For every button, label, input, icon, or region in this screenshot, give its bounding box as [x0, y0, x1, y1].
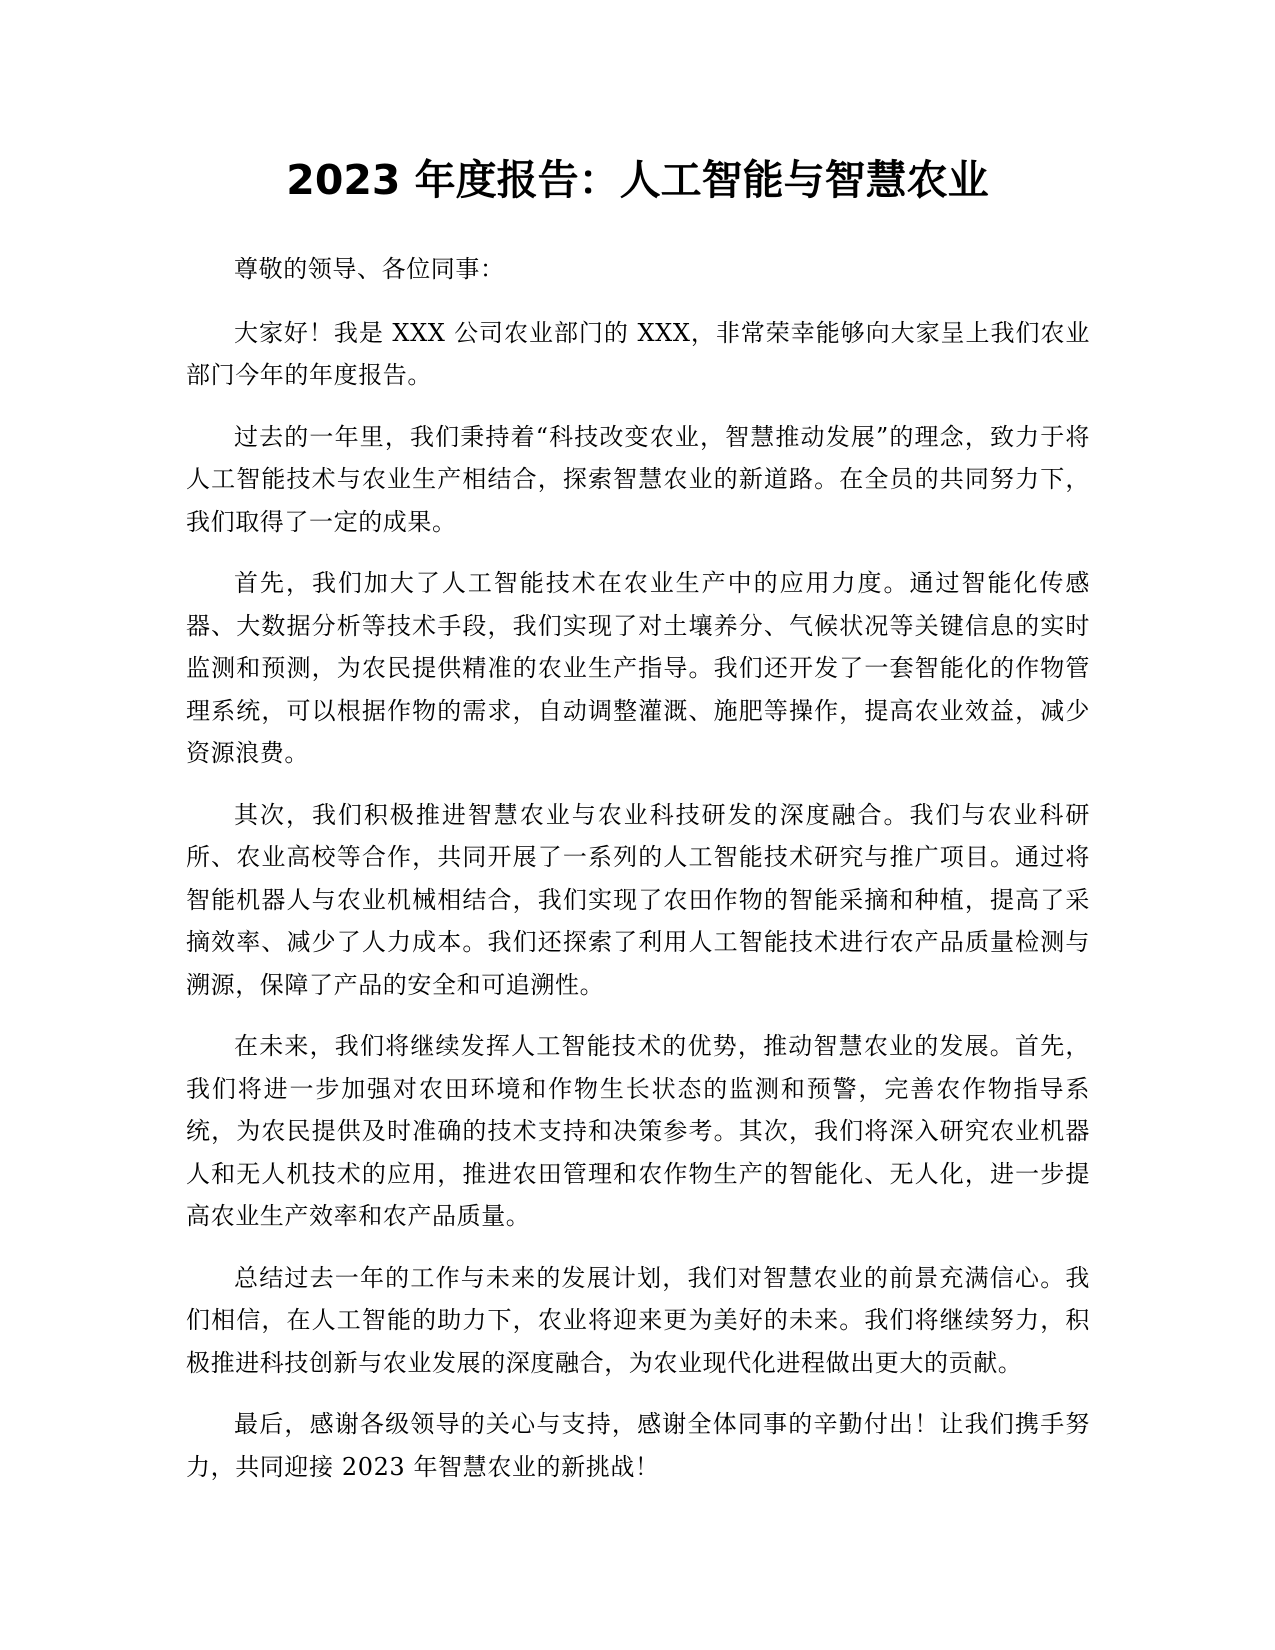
paragraph-first: 首先，我们加大了人工智能技术在农业生产中的应用力度。通过智能化传感器、大数据分析等技术手段，我们实现了对土壤养分、气候状况等关键信息的实时监测和预测，为农民提供精准的农业生产指导。我们还开发了一套智能化的作物管理系统，可以根据作物的需求，自动调整灌溉、施肥等操作，提高农业效益，减少资源浪费。 — [186, 569, 1090, 767]
paragraph-second: 其次，我们积极推进智慧农业与农业科技研发的深度融合。我们与农业科研所、农业高校等合作，共同开展了一系列的人工智能技术研究与推广项目。通过将智能机器人与农业机械相结合，我们实现了农田作物的智能采摘和种植，提高了采摘效率、减少了人力成本。我们还探索了利用人工智能技术进行农产品质量检测与溯源，保障了产品的安全和可追溯性。 — [186, 800, 1090, 999]
paragraph-closing: 最后，感谢各级领导的关心与支持，感谢全体同事的辛勤付出！让我们携手努力，共同迎接 2023 年智慧农业的新挑战！ — [186, 1410, 1090, 1481]
paragraph-future: 在未来，我们将继续发挥人工智能技术的优势，推动智慧农业的发展。首先，我们将进一步加强对农田环境和作物生长状态的监测和预警，完善农作物指导系统，为农民提供及时准确的技术支持和决策参考。其次，我们将深入研究农业机器人和无人机技术的应用，推进农田管理和农作物生产的智能化、无人化，进一步提高农业生产效率和农产品质量。 — [186, 1032, 1090, 1230]
document-body — [186, 248, 1090, 1507]
salutation: 尊敬的领导、各位同事： — [234, 255, 505, 283]
paragraph-summary: 总结过去一年的工作与未来的发展计划，我们对智慧农业的前景充满信心。我们相信，在人工智能的助力下，农业将迎来更为美好的未来。我们将继续努力，积极推进科技创新与农业发展的深度融合，为农业现代化进程做出更大的贡献。 — [186, 1263, 1090, 1377]
paragraph-greeting: 大家好！我是 XXX 公司农业部门的 XXX，非常荣幸能够向大家呈上我们农业部门今年的年度报告。 — [186, 318, 1090, 389]
document-title: 2023 年度报告：人工智能与智慧农业 — [286, 156, 989, 204]
paragraph-past-year: 过去的一年里，我们秉持着“科技改变农业，智慧推动发展”的理念，致力于将人工智能技术与农业生产相结合，探索智慧农业的新道路。在全员的共同努力下，我们取得了一定的成果。 — [186, 422, 1090, 536]
